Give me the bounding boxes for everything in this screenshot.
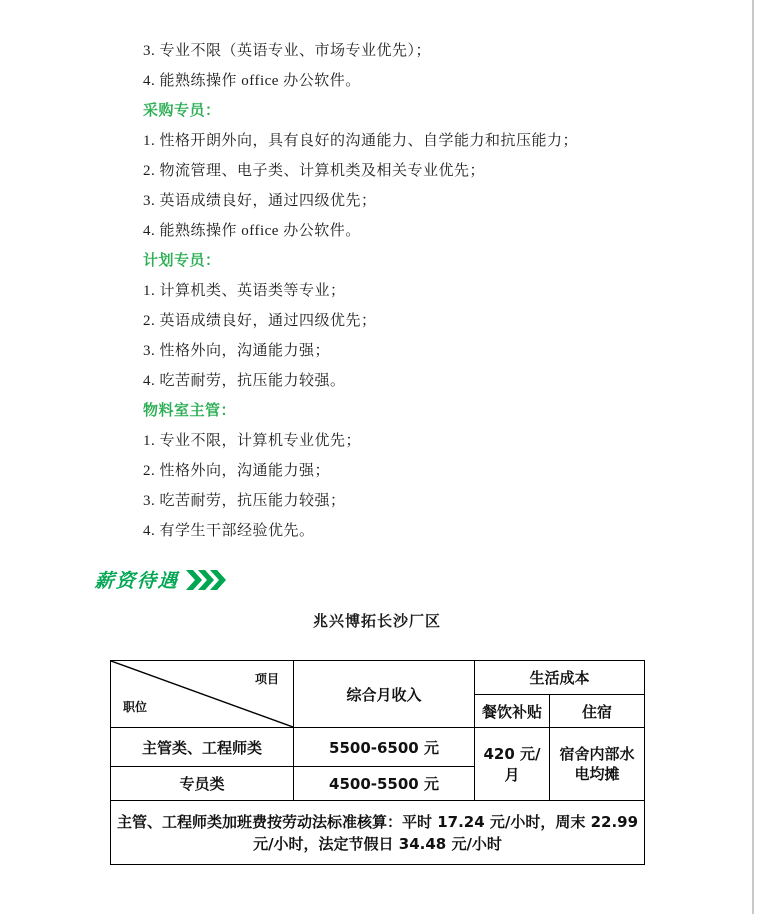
list-item: 1. 专业不限，计算机专业优先； bbox=[143, 433, 362, 449]
triple-chevron-icon bbox=[186, 570, 230, 590]
column-header-living-cost: 生活成本 bbox=[475, 661, 645, 695]
list-item: 1. 计算机类、英语类等专业； bbox=[143, 283, 346, 299]
list-item: 4. 有学生干部经验优先。 bbox=[143, 523, 315, 539]
income-cell: 5500-6500 元 bbox=[294, 728, 475, 767]
list-item: 3. 吃苦耐劳，抗压能力较强； bbox=[143, 493, 346, 509]
table-row bbox=[111, 728, 645, 767]
list-item: 3. 英语成绩良好，通过四级优先； bbox=[143, 193, 377, 209]
requirements-text-block bbox=[143, 36, 643, 546]
section-heading-planning: 计划专员： bbox=[143, 253, 221, 269]
corner-label-item: 项目 bbox=[254, 672, 279, 686]
list-item: 3. 性格外向，沟通能力强； bbox=[143, 343, 331, 359]
salary-badge-label: 薪资待遇 bbox=[94, 571, 180, 592]
position-cell: 专员类 bbox=[111, 767, 294, 801]
salary-table bbox=[110, 660, 645, 865]
income-cell: 4500-5500 元 bbox=[294, 767, 475, 801]
column-header-housing: 住宿 bbox=[550, 695, 645, 728]
list-item: 2. 物流管理、电子类、计算机类及相关专业优先； bbox=[143, 163, 486, 179]
table-title: 兆兴博拓长沙厂区 bbox=[312, 612, 441, 630]
housing-cell: 宿舍内部水电均摊 bbox=[550, 728, 645, 801]
list-item: 4. 能熟练操作 office 办公软件。 bbox=[143, 73, 361, 89]
list-item: 2. 英语成绩良好，通过四级优先； bbox=[143, 313, 377, 329]
meal-subsidy-cell: 420 元/月 bbox=[475, 728, 550, 801]
overtime-footnote: 主管、工程师类加班费按劳动法标准核算：平时 17.24 元/小时，周末 22.99 元/小时，法定节假日 34.48 元/小时 bbox=[111, 801, 645, 865]
section-heading-purchasing: 采购专员： bbox=[143, 103, 221, 119]
page-edge-divider bbox=[752, 0, 754, 914]
list-item: 2. 性格外向，沟通能力强； bbox=[143, 463, 331, 479]
table-corner-cell bbox=[111, 661, 294, 728]
list-item: 4. 吃苦耐劳，抗压能力较强。 bbox=[143, 373, 346, 389]
list-item: 3. 专业不限（英语专业、市场专业优先）； bbox=[143, 43, 432, 59]
corner-label-position: 职位 bbox=[123, 700, 148, 714]
column-header-income: 综合月收入 bbox=[294, 661, 475, 728]
position-cell: 主管类、工程师类 bbox=[111, 728, 294, 767]
column-header-meal-subsidy: 餐饮补贴 bbox=[475, 695, 550, 728]
salary-section-badge bbox=[95, 566, 230, 593]
list-item: 1. 性格开朗外向，具有良好的沟通能力、自学能力和抗压能力； bbox=[143, 133, 579, 149]
section-heading-material-room: 物料室主管： bbox=[143, 403, 237, 419]
list-item: 4. 能熟练操作 office 办公软件。 bbox=[143, 223, 361, 239]
